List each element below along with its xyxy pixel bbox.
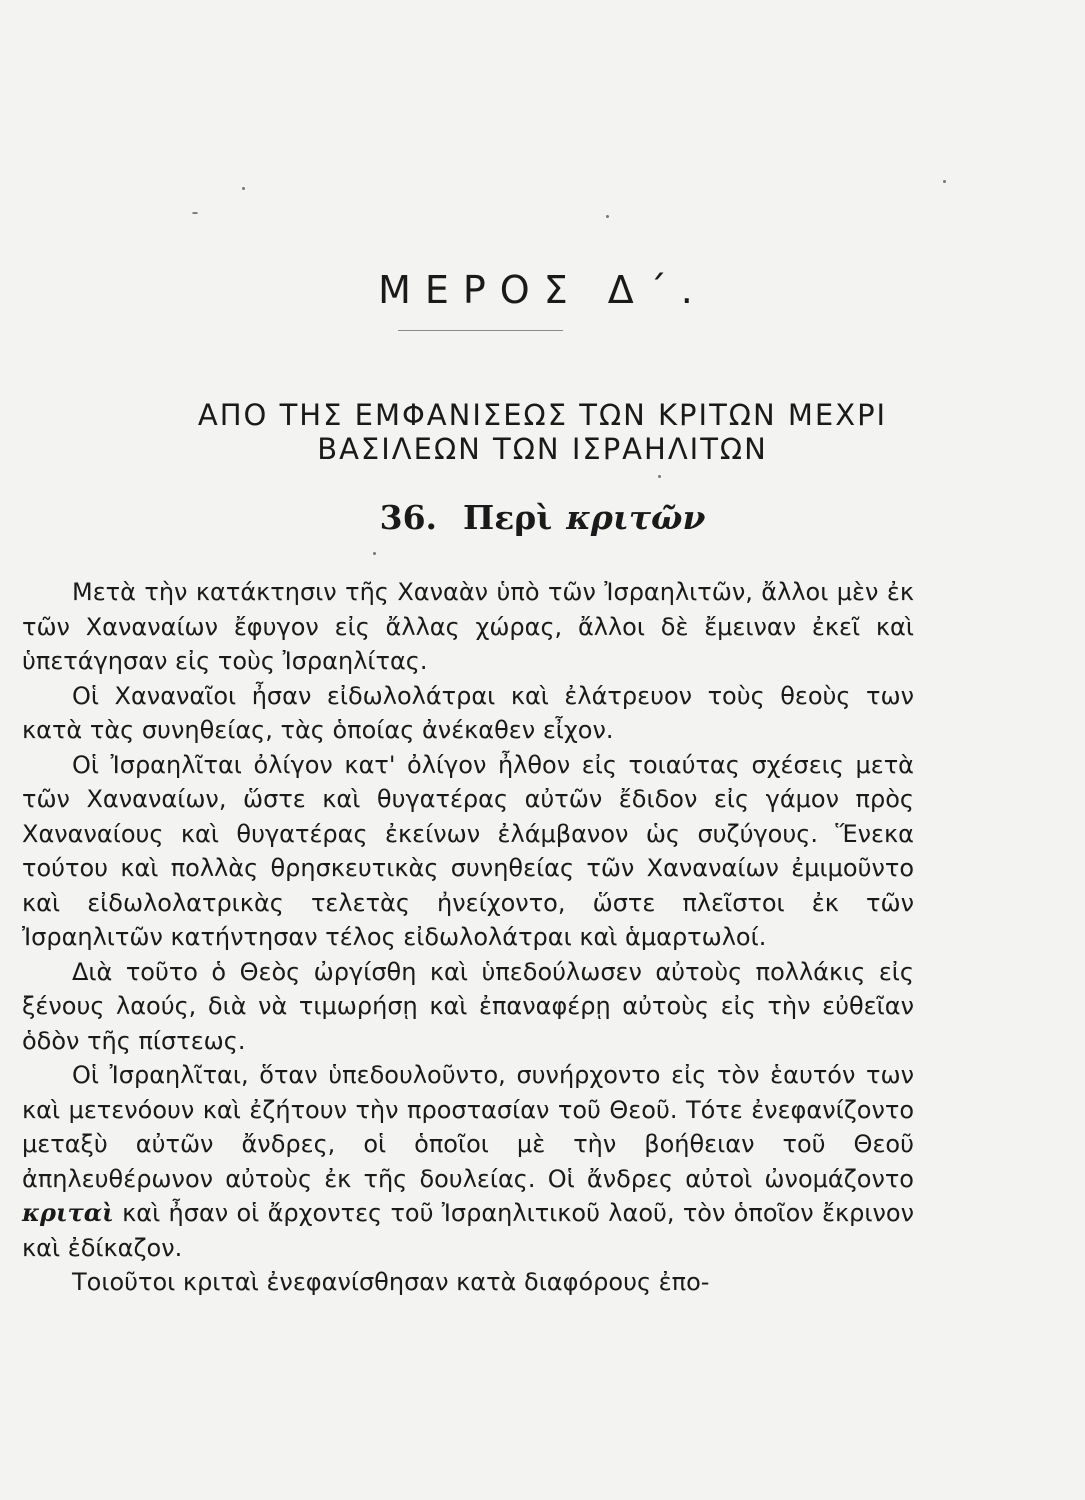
paragraph-5 <box>22 1058 914 1265</box>
paragraph-3: Οἱ Ἰσραηλῖται ὀλίγον κατ' ὀλίγον ἦλθον εἰς τοιαύτας σχέσεις μετὰ τῶν Χαναναίων, ὥστε καὶ θυγατέρας αὐτῶν ἔδιδον εἰς γάμον πρὸς Χαναναίους καὶ θυγατέρας ἐκείνων ἐλάμβανον ὡς συζύγους. Ἕνεκα τούτου καὶ πολλὰς θρησκευτικὰς συνηθείας τῶν Χαναναίων ἐμιμοῦντο καὶ εἰδωλολατρικὰς τελετὰς ἠνείχοντο, ὥστε πλεῖστοι ἐκ τῶν Ἰσραηλιτῶν κατήντησαν τέλος εἰδωλολάτραι καὶ ἁμαρτωλοί. <box>22 750 914 951</box>
term-kritai: κριταὶ <box>22 1198 114 1227</box>
chapter-word-2: κριτῶν <box>566 498 706 537</box>
paragraph-5-before: Οἱ Ἰσραηλῖται, ὅταν ὑπεδουλοῦντο, συνήρχοντο εἰς τὸν ἑαυτόν των καὶ μετενόουν καὶ ἐζήτουν τὴν προστασίαν τοῦ Θεοῦ. Τότε ἐνεφανίζοντο μεταξὺ αὐτῶν ἄνδρες, οἱ ὁποῖοι μὲ τὴν βοήθειαν τοῦ Θεοῦ ἀπηλευθέρωνον αὐτοὺς ἐκ τῆς δουλείας. Οἱ ἄνδρες αὐτοὶ ὠνομάζοντο <box>22 1061 914 1193</box>
chapter-number: 36. <box>379 498 438 537</box>
paper-speck <box>943 180 946 183</box>
paragraph-5-after: καὶ ἦσαν οἱ ἄρχοντες τοῦ Ἰσραηλιτικοῦ λαοῦ, τὸν ὁποῖον ἔκρινον καὶ ἐδίκαζον. <box>22 1199 914 1262</box>
paragraph-4: Διὰ τοῦτο ὁ Θεὸς ὠργίσθη καὶ ὑπεδούλωσεν αὐτοὺς πολλάκις εἰς ξένους λαούς, διὰ νὰ τιμωρήσῃ καὶ ἐπαναφέρῃ αὐτοὺς εἰς τὴν εὐθεῖαν ὁδὸν τῆς πίστεως. <box>22 957 914 1055</box>
paper-speck <box>242 187 245 190</box>
paper-speck <box>373 552 376 555</box>
paragraph-2: Οἱ Χαναναῖοι ἦσαν εἰδωλολάτραι καὶ ἐλάτρευον τοὺς θεοὺς των κατὰ τὰς συνηθείας, τὰς ὁποίας ἀνέκαθεν εἶχον. <box>22 681 914 744</box>
part-title: ΜΕΡΟΣ Δ΄. <box>378 268 707 312</box>
paper-speck <box>658 475 661 478</box>
section-title-line-2: ΒΑΣΙΛΕΩΝ ΤΩΝ ΙΣΡΑΗΛΙΤΩΝ <box>317 432 768 466</box>
chapter-title <box>0 498 1085 537</box>
section-title-line-1: ΑΠΟ ΤΗΣ ΕΜΦΑΝΙΣΕΩΣ ΤΩΝ ΚΡΙΤΩΝ ΜΕΧΡΙ <box>197 398 888 432</box>
paper-speck <box>606 215 609 218</box>
title-divider <box>398 330 563 331</box>
paragraph-6: Τοιοῦτοι κριταὶ ἐνεφανίσθησαν κατὰ διαφόρους ἐπο- <box>72 1268 710 1296</box>
body-text <box>22 575 914 1300</box>
section-title <box>0 398 1085 466</box>
paragraph-1: Μετὰ τὴν κατάκτησιν τῆς Χαναὰν ὑπὸ τῶν Ἰσραηλιτῶν, ἄλλοι μὲν ἐκ τῶν Χαναναίων ἔφυγον εἰς ἄλλας χώρας, ἄλλοι δὲ ἔμειναν ἐκεῖ καὶ ὑπετάγησαν εἰς τοὺς Ἰσραηλίτας. <box>22 578 914 675</box>
paper-speck <box>192 212 198 214</box>
chapter-word-1: Περὶ <box>463 498 553 537</box>
